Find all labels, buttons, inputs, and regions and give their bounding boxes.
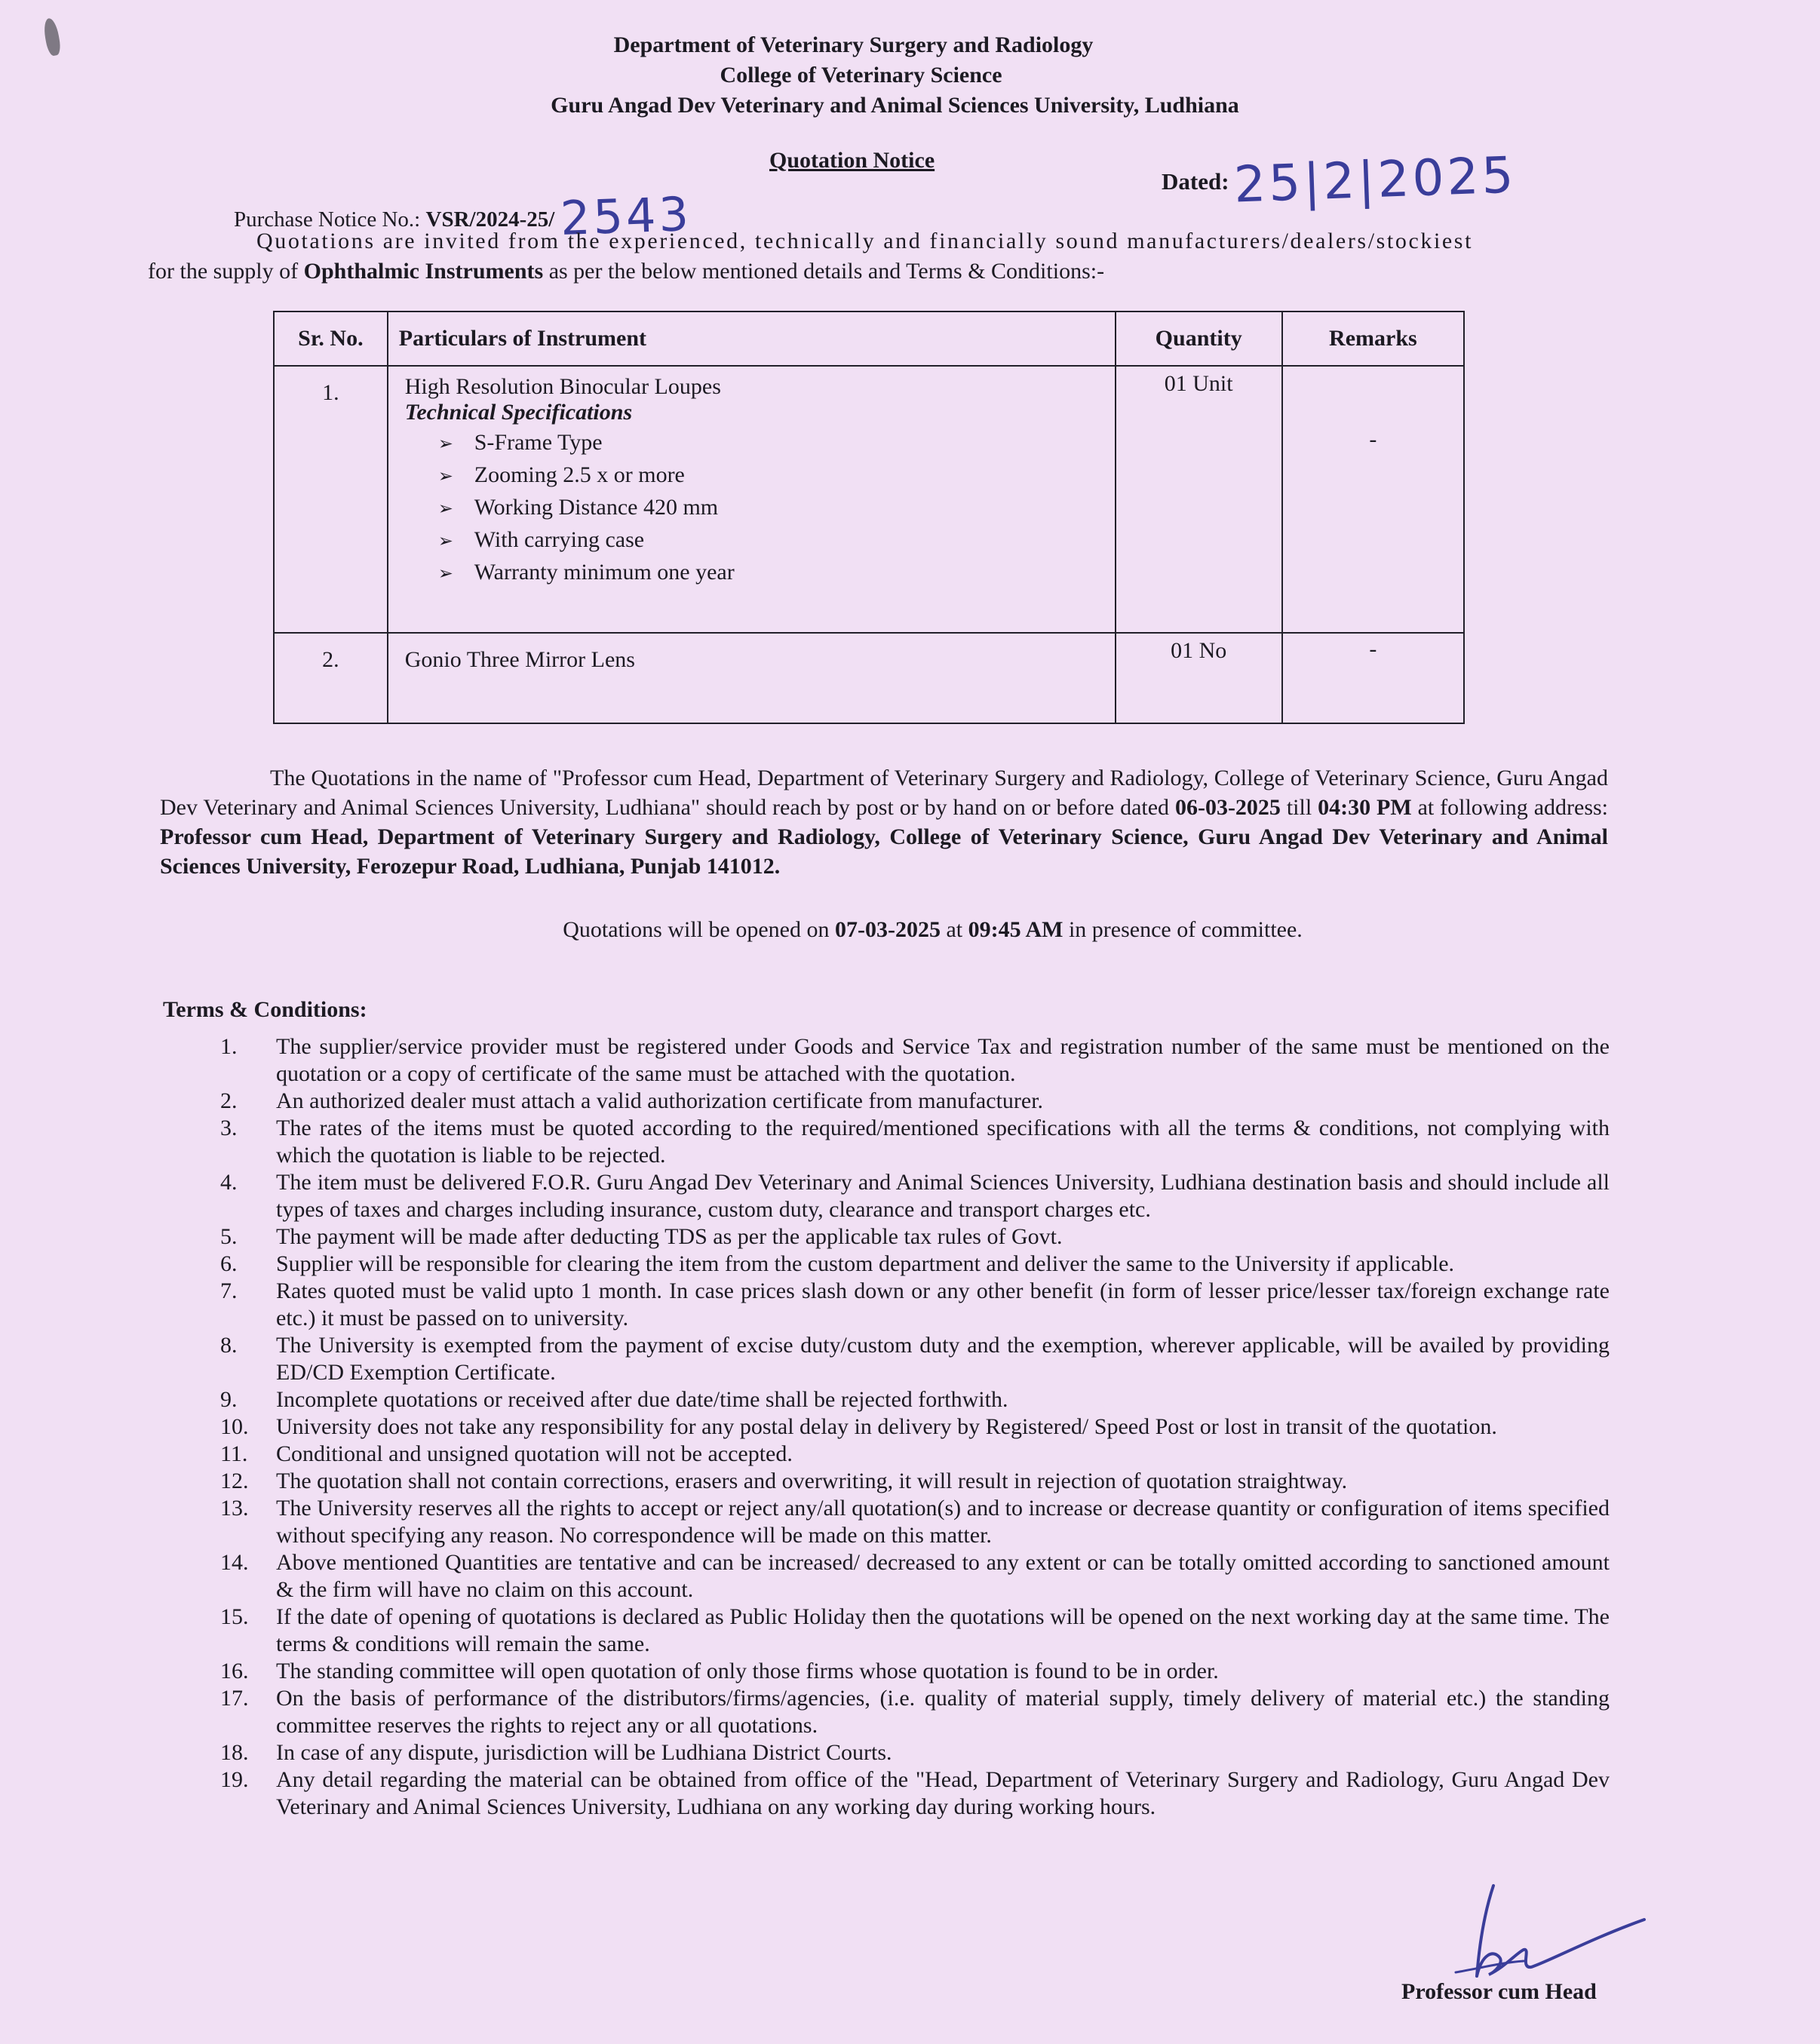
arrow-bullet-icon: ➢ bbox=[437, 563, 453, 584]
intro-line-2: for the supply of Ophthalmic Instruments as per the below mentioned details and Terms & Conditions:- bbox=[148, 259, 1105, 284]
arrow-bullet-icon: ➢ bbox=[437, 433, 453, 454]
last-time: 04:30 PM bbox=[1318, 795, 1412, 820]
list-item: ➢ Warranty minimum one year bbox=[438, 557, 1098, 589]
opening-notice: Quotations will be opened on 07-03-2025 at 09:45 AM in presence of committee. bbox=[563, 917, 1303, 942]
col-quantity: Quantity bbox=[1116, 312, 1282, 366]
list-item: 4. The item must be delivered F.O.R. Guru Angad Dev Veterinary and Animal Sciences University, Ludhiana destination basis and should include all types of taxes and charges including insurance, custom duty, clearance and transport charges etc. bbox=[220, 1170, 1610, 1222]
instrument-table bbox=[273, 311, 1465, 724]
row-sr: 1. bbox=[274, 366, 388, 633]
list-item: 5. The payment will be made after deducting TDS as per the applicable tax rules of Govt. bbox=[220, 1224, 1063, 1249]
dated-label: Dated: bbox=[1162, 168, 1229, 195]
list-item: 17. On the basis of performance of the distributors/firms/agencies, (i.e. quality of material supply, timely delivery of material etc.) the standing committee reserves the rights to reject any or all quotations. bbox=[220, 1686, 1610, 1738]
arrow-bullet-icon: ➢ bbox=[437, 465, 453, 486]
row-remarks: - bbox=[1282, 366, 1464, 633]
terms-heading: Terms & Conditions: bbox=[163, 997, 367, 1022]
college-name: College of Veterinary Science bbox=[720, 63, 1002, 87]
arrow-bullet-icon: ➢ bbox=[437, 498, 453, 519]
opening-date: 07-03-2025 bbox=[834, 917, 941, 942]
list-item: 12. The quotation shall not contain corrections, erasers and overwriting, it will result in rejection of quotation straightway. bbox=[220, 1469, 1348, 1493]
list-item: ➢ With carrying case bbox=[438, 524, 1098, 557]
signature bbox=[1395, 1878, 1644, 2029]
notice-title: Quotation Notice bbox=[769, 148, 935, 173]
university-name: Guru Angad Dev Veterinary and Animal Sciences University, Ludhiana bbox=[551, 93, 1239, 118]
table-row bbox=[274, 366, 1464, 633]
list-item: 7. Rates quoted must be valid upto 1 month. In case prices slash down or any other benefit (in form of lesser price/lesser tax/foreign exchange rate etc.) it must be passed on to university. bbox=[220, 1278, 1610, 1330]
list-item: 10. University does not take any responsibility for any postal delay in delivery by Registered/ Speed Post or lost in transit of the quotation. bbox=[220, 1414, 1497, 1439]
last-date: 06-03-2025 bbox=[1174, 795, 1281, 820]
instrument-name: High Resolution Binocular Loupes bbox=[404, 374, 721, 399]
list-item: ➢ Zooming 2.5 x or more bbox=[438, 459, 1098, 492]
list-item: 9. Incomplete quotations or received after due date/time shall be rejected forthwith. bbox=[220, 1387, 1008, 1412]
list-item: 19. Any detail regarding the material can be obtained from office of the "Head, Department of Veterinary Surgery and Radiology, Guru Angad Dev Veterinary and Animal Sciences University, Ludhiana on any working day during working hours. bbox=[220, 1767, 1610, 1819]
spec-heading: Technical Specifications bbox=[404, 400, 633, 425]
department-name: Department of Veterinary Surgery and Radiology bbox=[613, 32, 1094, 57]
list-item: 13. The University reserves all the rights to accept or reject any/all quotation(s) and to increase or decrease quantity or configuration of items specified without specifying any reason. No correspondence will be made on this matter. bbox=[220, 1496, 1610, 1548]
intro-line-1: Quotations are invited from the experienced, technically and financially sound manufacturers/dealers/stockiest bbox=[256, 229, 1474, 253]
purchase-notice-prefix: VSR/2024-25/ bbox=[425, 207, 555, 232]
list-item: 16. The standing committee will open quotation of only those firms whose quotation is found to be in order. bbox=[220, 1659, 1219, 1683]
intro-paragraph bbox=[148, 226, 1604, 287]
arrow-bullet-icon: ➢ bbox=[437, 530, 453, 551]
item-category: Ophthalmic Instruments bbox=[303, 259, 544, 284]
opening-time: 09:45 AM bbox=[968, 917, 1063, 942]
list-item: 18. In case of any dispute, jurisdiction will be Ludhiana District Courts. bbox=[220, 1740, 892, 1765]
submission-address: Professor cum Head, Department of Veterinary Surgery and Radiology, College of Veterinary Science, Guru Angad Dev Veterinary and Animal Sciences University, Ferozepur Road, Ludhiana, Punjab 141012. bbox=[160, 824, 1608, 879]
row-quantity: 01 Unit bbox=[1116, 366, 1282, 633]
list-item: 6. Supplier will be responsible for clearing the item from the custom department and deliver the same to the University if applicable. bbox=[220, 1251, 1455, 1276]
handwritten-notice-number: 2543 bbox=[560, 186, 693, 247]
row-quantity: 01 No bbox=[1116, 633, 1282, 723]
notice-date bbox=[1162, 146, 1518, 214]
list-item: ➢ Working Distance 420 mm bbox=[438, 492, 1098, 524]
table-row bbox=[274, 633, 1464, 723]
letterhead bbox=[0, 30, 1820, 121]
purchase-notice-label: Purchase Notice No.: bbox=[234, 207, 421, 232]
handwritten-signature-icon bbox=[1410, 1878, 1652, 1991]
list-item: 15. If the date of opening of quotations is declared as Public Holiday then the quotations will be opened on the next working day at the same time. The terms & conditions will remain the same. bbox=[220, 1604, 1610, 1656]
signatory-title: Professor cum Head bbox=[1401, 1979, 1597, 2004]
list-item: 11. Conditional and unsigned quotation will not be accepted. bbox=[220, 1441, 793, 1466]
terms-list bbox=[220, 1033, 1610, 1821]
list-item: 2. An authorized dealer must attach a valid authorization certificate from manufacturer. bbox=[220, 1088, 1044, 1113]
col-remarks: Remarks bbox=[1282, 312, 1464, 366]
row-remarks: - bbox=[1282, 633, 1464, 723]
col-sr-no: Sr. No. bbox=[274, 312, 388, 366]
row-particulars bbox=[388, 366, 1116, 633]
row-particulars: Gonio Three Mirror Lens bbox=[388, 633, 1116, 723]
list-item: 3. The rates of the items must be quoted according to the required/mentioned specifications with all the terms & conditions, not complying with which the quotation is liable to be rejected. bbox=[220, 1116, 1610, 1168]
handwritten-date: 25|2|2025 bbox=[1232, 146, 1518, 214]
list-item: ➢ S-Frame Type bbox=[438, 427, 1098, 459]
submission-paragraph: The Quotations in the name of "Professor cum Head, Department of Veterinary Surgery and Radiology, College of Veterinary Science, Guru Angad Dev Veterinary and Animal Sciences University, Ludhiana" should reach by post or by hand on or before dated 06-03-2025 till 04:30 PM at following address: Professor cum Head, Department of Veterinary Surgery and Radiology, College of Veterinary Science, Guru Angad Dev Veterinary and Animal Sciences University, Ferozepur Road, Ludhiana, Punjab 141012. bbox=[160, 766, 1609, 879]
list-item: 14. Above mentioned Quantities are tentative and can be increased/ decreased to any extent or can be totally omitted according to sanctioned amount & the firm will have no claim on this account. bbox=[220, 1550, 1610, 1602]
table-header-row bbox=[274, 312, 1464, 366]
col-particulars: Particulars of Instrument bbox=[388, 312, 1116, 366]
list-item: 1. The supplier/service provider must be registered under Goods and Service Tax and registration number of the same must be mentioned on the quotation or a copy of certificate of the same must be attached with the quotation. bbox=[220, 1034, 1610, 1086]
list-item: 8. The University is exempted from the payment of excise duty/custom duty and the exemption, wherever applicable, will be availed by providing ED/CD Exemption Certificate. bbox=[220, 1333, 1610, 1385]
spec-list bbox=[405, 427, 1098, 589]
row-sr: 2. bbox=[274, 633, 388, 723]
